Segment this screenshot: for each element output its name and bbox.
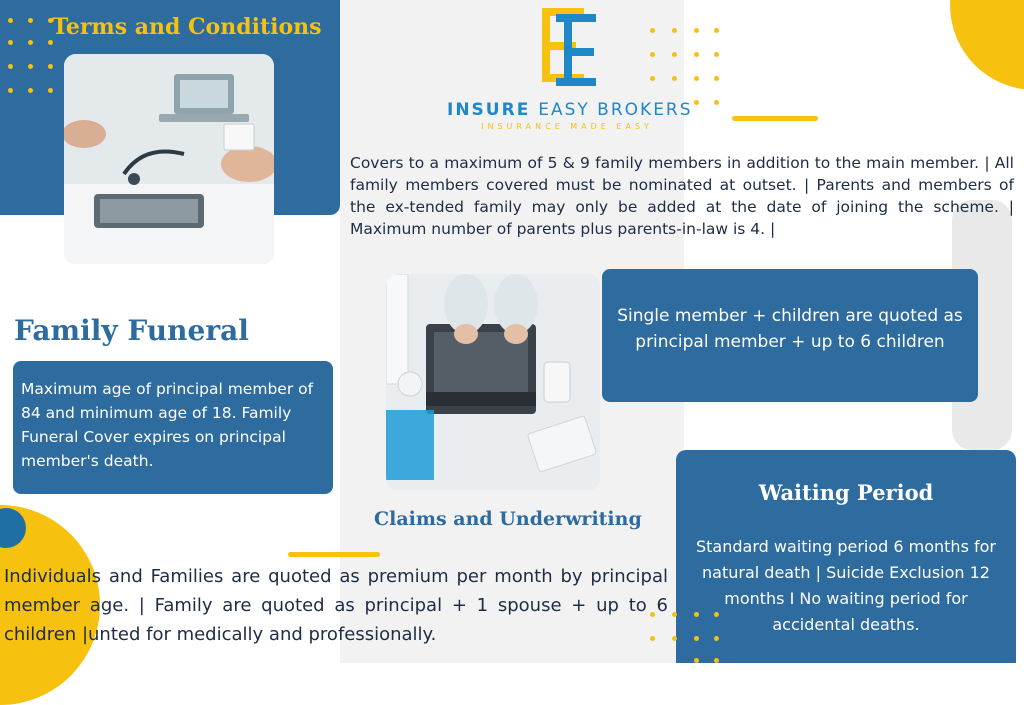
age-limits-card — [13, 361, 333, 494]
single-member-text: Single member + children are quoted as principal member + up to 6 children — [617, 306, 963, 352]
laptop-typing-photo — [386, 274, 600, 490]
terms-and-conditions-title: Terms and Conditions — [52, 14, 322, 40]
decorative-bar-bottom — [288, 552, 380, 557]
brand-name-thin: EASY BROKERS — [538, 100, 693, 120]
claims-and-underwriting-title: Claims and Underwriting — [374, 508, 642, 530]
brand-name — [447, 100, 693, 120]
decorative-bar-top — [732, 116, 818, 121]
premium-quote-text: Individuals and Families are quoted as premium per month by principal member age. | Family are quoted as principal + 1 spouse + up to 6 children |unted for medically and professionally. — [4, 566, 668, 645]
single-member-card — [602, 269, 978, 402]
stacked-e-logo-icon — [536, 4, 600, 88]
decorative-yellow-circle — [950, 0, 1024, 90]
family-funeral-title: Family Funeral — [14, 314, 249, 347]
coverage-details-text: Covers to a maximum of 5 & 9 family members in addition to the main member. | All family members covered must be nominated at outset. | Parents and members of the ex-tended family may only be added at the date of joining the scheme. | Maximum number of parents plus parents-in-law is 4. | — [350, 154, 1014, 238]
age-limits-text: Maximum age of principal member of 84 and minimum age of 18. Family Funeral Cover expires on principal member's death. — [21, 380, 314, 470]
doctor-consultation-photo — [64, 54, 274, 264]
waiting-period-title: Waiting Period — [758, 480, 934, 505]
brand-tagline: INSURANCE MADE EASY — [481, 122, 653, 131]
waiting-period-text: Standard waiting period 6 months for natural death | Suicide Exclusion 12 months I No waiting period for accidental deaths. — [696, 537, 996, 634]
brand-name-bold: INSURE — [447, 100, 531, 120]
